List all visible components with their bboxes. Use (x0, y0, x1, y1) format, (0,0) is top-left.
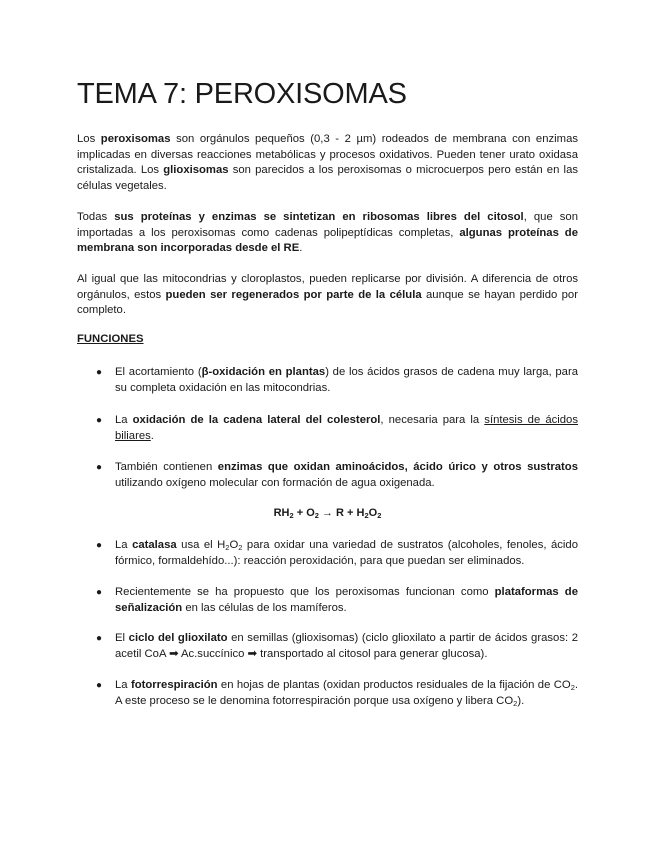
function-text (115, 678, 578, 709)
text-run: La (115, 414, 133, 426)
text-run: Al igual que las mitocondrias y cloroplastos, pueden replicarse por división. A diferencia de otros orgánulos, estos (77, 273, 578, 301)
subscript: 2 (314, 511, 319, 520)
text-run: , que son importadas a los peroxisomas como cadenas polipeptídicas completas, (77, 211, 578, 239)
text-run: son orgánulos pequeños (0,3 - 2 µm) rodeados de membrana con enzimas implicadas en diversas reacciones metabólicas y procesos oxidativos. Pueden tener urato oxidasa cristalizada. Los (77, 133, 578, 177)
text-run: ) de los ácidos grasos de cadena muy larga, para su completa oxidación en las mitocondrias. (115, 366, 578, 394)
bullet-icon: ● (96, 587, 103, 598)
equation (0, 507, 655, 519)
bullet-icon: ● (96, 415, 103, 426)
text-run: Los (77, 133, 101, 145)
function-text (115, 413, 578, 444)
function-text (115, 631, 578, 662)
paragraph-intro (77, 132, 578, 194)
function-text (115, 460, 578, 491)
text-run: utilizando oxígeno molecular con formación de agua oxigenada. (115, 476, 435, 489)
paragraph-replication (77, 272, 578, 319)
page-title: TEMA 7: PEROXISOMAS (77, 78, 407, 110)
bold-text: fotorrespiración (130, 679, 218, 691)
text-run: , necesaria para la (380, 414, 485, 426)
function-text (115, 365, 578, 396)
list-item (96, 678, 578, 709)
text-run: El acortamiento ( (115, 366, 202, 378)
text-run: O (229, 539, 239, 551)
paragraph-proteins (77, 210, 578, 257)
subscript: 2 (225, 543, 230, 552)
subscript: 2 (513, 698, 518, 708)
bold-text: glioxisomas (163, 164, 229, 177)
text-run: . (299, 242, 303, 255)
list-item (96, 413, 578, 444)
subscript: 2 (364, 511, 369, 520)
text-run: ). (517, 694, 525, 707)
bold-text: oxidación de la cadena lateral del colesterol (132, 414, 381, 426)
text-run: El (115, 632, 129, 644)
function-text (115, 585, 578, 616)
text-run: . (150, 429, 154, 442)
bullet-icon: ● (96, 633, 103, 644)
bold-text: sus proteínas y enzimas se sintetizan en ribosomas libres del citosol (114, 211, 524, 223)
list-item (96, 631, 578, 662)
text-run: También contienen (115, 461, 218, 473)
bold-text: + O (293, 507, 315, 519)
list-item (96, 538, 578, 569)
bold-text: β-oxidación en plantas (201, 366, 326, 378)
list-item (96, 585, 578, 616)
text-run: en semillas (glioxisomas) (ciclo glioxilato a partir de ácidos grasos: 2 acetil CoA ➡ Ac.succínico ➡ transportado al citosol para generar glucosa). (115, 632, 578, 660)
section-title-funciones: FUNCIONES (77, 333, 144, 345)
bold-text: RH (273, 507, 290, 519)
bold-text: ciclo del glioxilato (128, 632, 228, 644)
bold-text: algunas proteínas de membrana son incorporadas desde el RE (77, 226, 578, 255)
bullet-icon: ● (96, 540, 103, 551)
text-run: Recientemente se ha propuesto que los peroxisomas funcionan como (115, 586, 495, 598)
underlined-text: síntesis de ácidos biliares (115, 414, 578, 442)
text-run: La (115, 539, 133, 551)
function-text (115, 538, 578, 569)
bold-text: peroxisomas (100, 133, 171, 145)
text-run: aunque se hayan perdido por completo. (77, 288, 578, 317)
bullet-icon: ● (96, 680, 103, 691)
bold-text: pueden ser regenerados por parte de la célula (165, 288, 422, 301)
bullet-icon: ● (96, 367, 103, 378)
bold-text: plataformas de señalización (115, 586, 578, 614)
bold-text: O (368, 507, 378, 519)
subscript: 2 (238, 543, 243, 552)
text-run: . A este proceso se le denomina fotorrespiración porque usa oxígeno y libera CO (115, 679, 578, 707)
subscript: 2 (289, 511, 294, 520)
text-run: Todas (77, 211, 115, 223)
text-run: son parecidos a los peroxisomas o microcuerpos pero están en las células vegetales. (77, 164, 578, 192)
text-run: en las células de los mamíferos. (182, 601, 347, 614)
bold-text: enzimas que oxidan aminoácidos, ácido úrico y otros sustratos (217, 461, 578, 473)
text-run: para oxidar una variedad de sustratos (alcoholes, fenoles, ácido fórmico, formaldehído...): reacción peroxidación, para que puedan ser eliminados. (115, 539, 578, 567)
bullet-icon: ● (96, 462, 103, 473)
text-run: en hojas de plantas (oxidan productos residuales de la fijación de CO (217, 679, 571, 691)
list-item (96, 460, 578, 491)
subscript: 2 (570, 683, 575, 692)
list-item (96, 365, 578, 396)
bold-text: catalasa (132, 539, 177, 551)
text-run: usa el H (176, 539, 226, 551)
subscript: 2 (377, 511, 382, 520)
text-run: La (115, 679, 131, 691)
bold-text: → R + H (318, 507, 365, 519)
